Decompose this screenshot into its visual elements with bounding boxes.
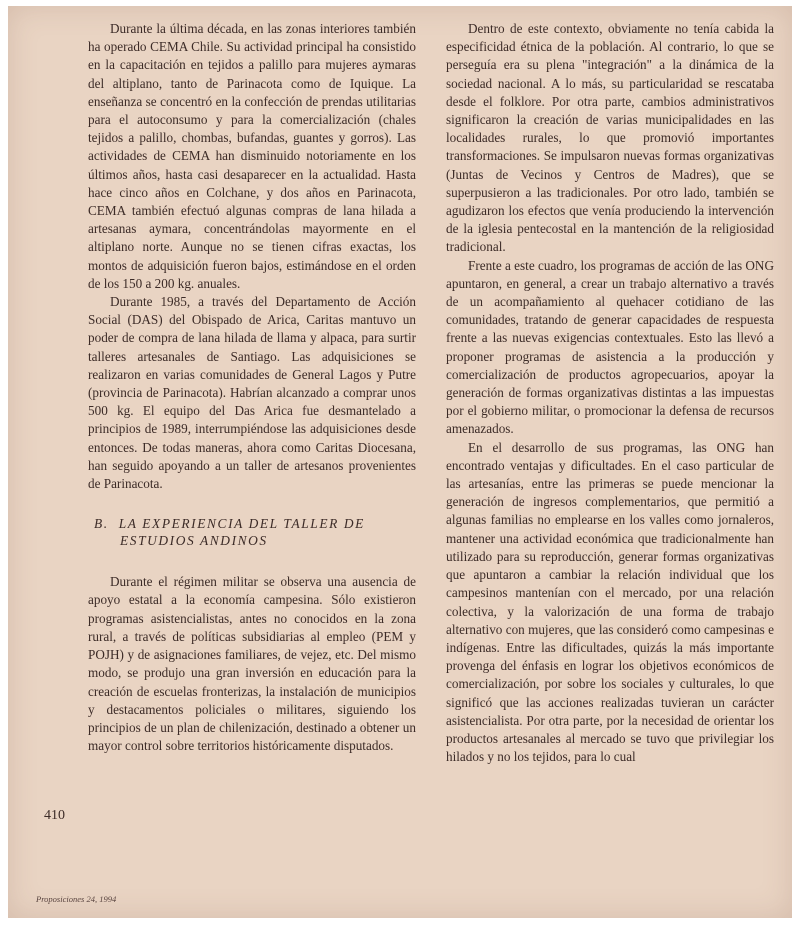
right-column [446,20,774,766]
section-title-line1: LA EXPERIENCIA DEL TALLER DE [118,516,365,532]
scanned-page [8,6,792,918]
section-heading [88,515,416,549]
paragraph-cema: Durante la última década, en las zonas interiores también ha operado CEMA Chile. Su actividad principal ha consistido en la capacitación en tejidos a palillo para mujeres aymaras del altiplano, tanto de Parinacota como de Iquique. La enseñanza se concentró en la confección de prendas utilitarias para el autoconsumo y para la comercialización (chales tejidos a palillo, chombas, bufandas, guantes y gorros). Las actividades de CEMA han disminuido notoriamente en los últimos años, hasta casi desaparecer en la actualidad. Hasta hace cinco años en Colchane, y dos años en Parinacota, CEMA también efectuó algunas compras de lana hilada a artesanas aymara, concentrándolas mayormente en el altiplano norte. Aunque no se tienen cifras exactas, los montos de adquisición fueron bajos, estimándose en el orden de los 150 a 200 kg. anuales. [88,21,416,291]
paragraph-programas-ong: Frente a este cuadro, los programas de acción de las ONG apuntaron, en general, a crear un trabajo alternativo a través de un acompañamiento al quehacer cotidiano de las comunidades, tratando de generar capacidades de respuesta frente a las nuevas exigencias contextuales. Esto las llevó a proponer programas de asistencia a la producción y comercialización de productos agropecuarios, apoyar la generación de formas organizativas distintas a las impuestas por el gobierno militar, o promocionar la defensa de recursos amenazados. [446,257,774,437]
paragraph-regimen-militar: Durante el régimen militar se observa una ausencia de apoyo estatal a la economía campesina. Sólo existieron programas asistencialistas, antes no conocidos en la zona rural, a través de políticas subsidiarias al empleo (PEM y POJH) y de asignaciones familiares, de vejez, etc. Del mismo modo, se produjo una gran inversión en educación para la creación de escuelas fronterizas, la instalación de municipios y destacamentos policiales o militares, siguiendo los principios de un plan de chilenización, destinado a obtener un mayor control sobre territorios históricamente disputados. [88,574,416,754]
left-column [88,20,416,755]
journal-footer: Proposiciones 24, 1994 [36,894,117,904]
paragraph-desarrollo: En el desarrollo de sus programas, las ONG han encontrado ventajas y dificultades. En el caso particular de las artesanías, entre las primeras se puede mencionar la generación de ingresos complementarios, que permitió a algunas familias no emplearse en los valles como jornaleros, mantener una actividad económica que tradicionalmente han utilizado para su reproducción, generar formas organizativas que apuntaron a cambiar la relación individual que los campesinos mantenían con el mercado, por una relación colectiva, y la valorización de una forma de trabajo alternativo con mujeres, que las consideró como campesinas e indígenas. Entre las dificultades, quizás la más importante provenga del énfasis en lograr los objetivos económicos de comercialización, por sobre los sociales y culturales, lo que significó que las acciones realizadas tuvieran un carácter asistencialista. Por otra parte, por la necesidad de orientar los productos artesanales al mercado se tuvo que privilegiar los hilados y no los tejidos, para lo cual [446,439,774,765]
section-title-line2: ESTUDIOS ANDINOS [120,533,268,549]
page-number: 410 [44,808,65,823]
paragraph-caritas: Durante 1985, a través del Departamento de Acción Social (DAS) del Obispado de Arica, Caritas mantuvo un poder de compra de lana hilada de llama y alpaca, para surtir talleres artesanales de Santiago. Las adquisiciones se realizaron en varias comunidades de General Lagos y Putre (provincia de Parinacota). Habrían alcanzado a comprar unos 500 kg. El equipo del Das Arica fue desmantelado a principios de 1989, interrumpiéndose las adquisiciones desde entonces. De todas maneras, ahora como Caritas Diocesana, han seguido apoyando a un taller de artesanos provenientes de Parinacota. [88,294,416,492]
paragraph-contexto: Dentro de este contexto, obviamente no tenía cabida la especificidad étnica de la población. Al contrario, lo que se perseguía era su plena "integración" a la dinámica de la sociedad nacional. A lo más, su particularidad se rescataba desde el folklore. Por otra parte, cambios administrativos significaron la creación de varias municipalidades en las localidades rurales, lo que promovió importantes transformaciones. Se impulsaron nuevas formas organizativas (Juntas de Vecinos y Centros de Madres), que se superpusieron a las tradicionales. Por otro lado, también se agudizaron los efectos que venía produciendo la intervención de la iglesia pentecostal en la mantención de la religiosidad tradicional. [446,21,774,255]
section-number: B. [94,516,109,532]
